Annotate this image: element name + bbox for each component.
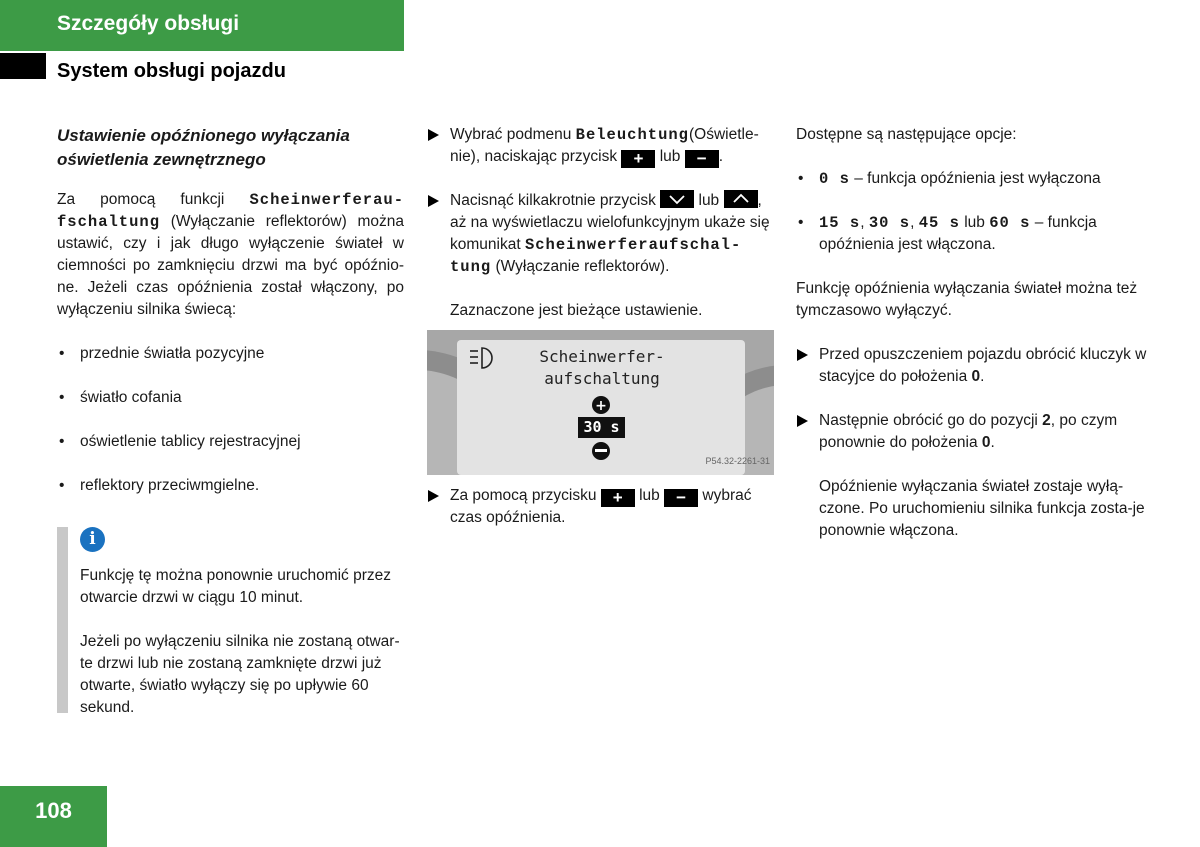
function-name: Scheinwerferau-fschaltung (57, 191, 404, 231)
header-tab-marker (0, 53, 46, 79)
instruction-step: Wybrać podmenu Beleuchtung(Oświetle-nie), naciskając przycisk + lub − . (427, 124, 774, 168)
instruction-step: Następnie obrócić go do pozycji 2, po czym ponownie do położenia 0. (796, 410, 1148, 454)
figure-code: P54.32-2261-31 (705, 456, 770, 466)
selected-note: Zaznaczone jest bieżące ustawienie. (450, 302, 703, 319)
info-paragraph: Jeżeli po wyłączeniu silnika nie zostaną otwar-te drzwi lub nie zostaną zamknięte drzwi już otwarte, światło wyłączy się po upływie 60 sekund. (80, 633, 400, 716)
info-note (57, 527, 404, 719)
arrow-bullet-icon (797, 415, 808, 427)
list-item: • światło cofania (59, 389, 182, 406)
final-note: Opóźnienie wyłączania świateł zostaje wyłą-czone. Po uruchomieniu silnika funkcja zosta-je ponownie włączona. (819, 478, 1145, 539)
arrow-bullet-icon (797, 349, 808, 361)
left-column (57, 124, 404, 719)
scroll-up-key-icon (724, 190, 758, 208)
info-paragraph: Funkcję tę można ponownie uruchomić przez otwarcie drzwi w ciągu 10 minut. (80, 567, 392, 606)
plus-key-icon: + (601, 489, 635, 507)
list-item: • reflektory przeciwmgielne. (59, 477, 260, 494)
section-heading: Ustawienie opóźnionego wyłączania oświetlenia zewnętrznego (57, 126, 350, 169)
list-item: • 0 s – funkcja opóźnienia jest wyłączona (798, 170, 1101, 188)
instruction-step: Nacisnąć kilkakrotnie przycisk lub , aż na wyświetlaczu wielofunkcyjnym ukaże się komunikat Scheinwerferaufschal-tung (Wyłączanie reflektorów). (427, 190, 774, 278)
lights-list (57, 343, 404, 497)
plus-key-icon: + (621, 150, 655, 168)
arrow-bullet-icon (428, 490, 439, 502)
display-line: Scheinwerfer- (539, 347, 665, 366)
message-name: Scheinwerferaufschal-tung (450, 236, 742, 276)
options-list (796, 168, 1148, 256)
scroll-down-key-icon (660, 190, 694, 208)
display-image (427, 330, 774, 475)
display-value: 30 s (583, 418, 620, 436)
arrow-bullet-icon (428, 195, 439, 207)
minus-key-icon: − (685, 150, 719, 168)
intro-text-cont: (Wyłączanie reflektorów) można ustawić, czy i jak długo wyłączenie świateł w ciemności po zamknięciu drzwi ma być opóźnio-ne. Jeżeli czas opóźnienia został włączony, po wyłączeniu silnika świecą: (57, 213, 404, 318)
list-item: • przednie światła pozycyjne (59, 345, 265, 362)
info-sidebar (57, 527, 68, 713)
intro-text: Za pomocą funkcji (57, 191, 250, 208)
page-title: System obsługi pojazdu (57, 60, 286, 82)
svg-text:+: + (595, 398, 607, 414)
section-title: Szczegóły obsługi (57, 12, 240, 35)
list-item: • oświetlenie tablicy rejestracyjnej (59, 433, 301, 450)
middle-column (427, 124, 774, 551)
menu-name: Beleuchtung (575, 126, 689, 144)
display-line: aufschaltung (544, 369, 660, 388)
list-item: • 15 s, 30 s, 45 s lub 60 s – funkcja opóźnienia jest włączona. (798, 214, 1097, 253)
intro-paragraph (57, 189, 404, 321)
instruction-step: Przed opuszczeniem pojazdu obrócić kluczyk w stacyjce do położenia 0. (796, 344, 1148, 388)
arrow-bullet-icon (428, 129, 439, 141)
page-number: 108 (35, 798, 72, 823)
options-intro: Dostępne są następujące opcje: (796, 126, 1017, 143)
instruction-step: Za pomocą przycisku + lub − wybrać czas opóźnienia. (427, 485, 774, 529)
right-column (796, 124, 1148, 542)
minus-key-icon: − (664, 489, 698, 507)
temporary-note: Funkcję opóźnienia wyłączania świateł można też tymczasowo wyłączyć. (796, 280, 1138, 319)
info-icon: i (80, 527, 105, 552)
